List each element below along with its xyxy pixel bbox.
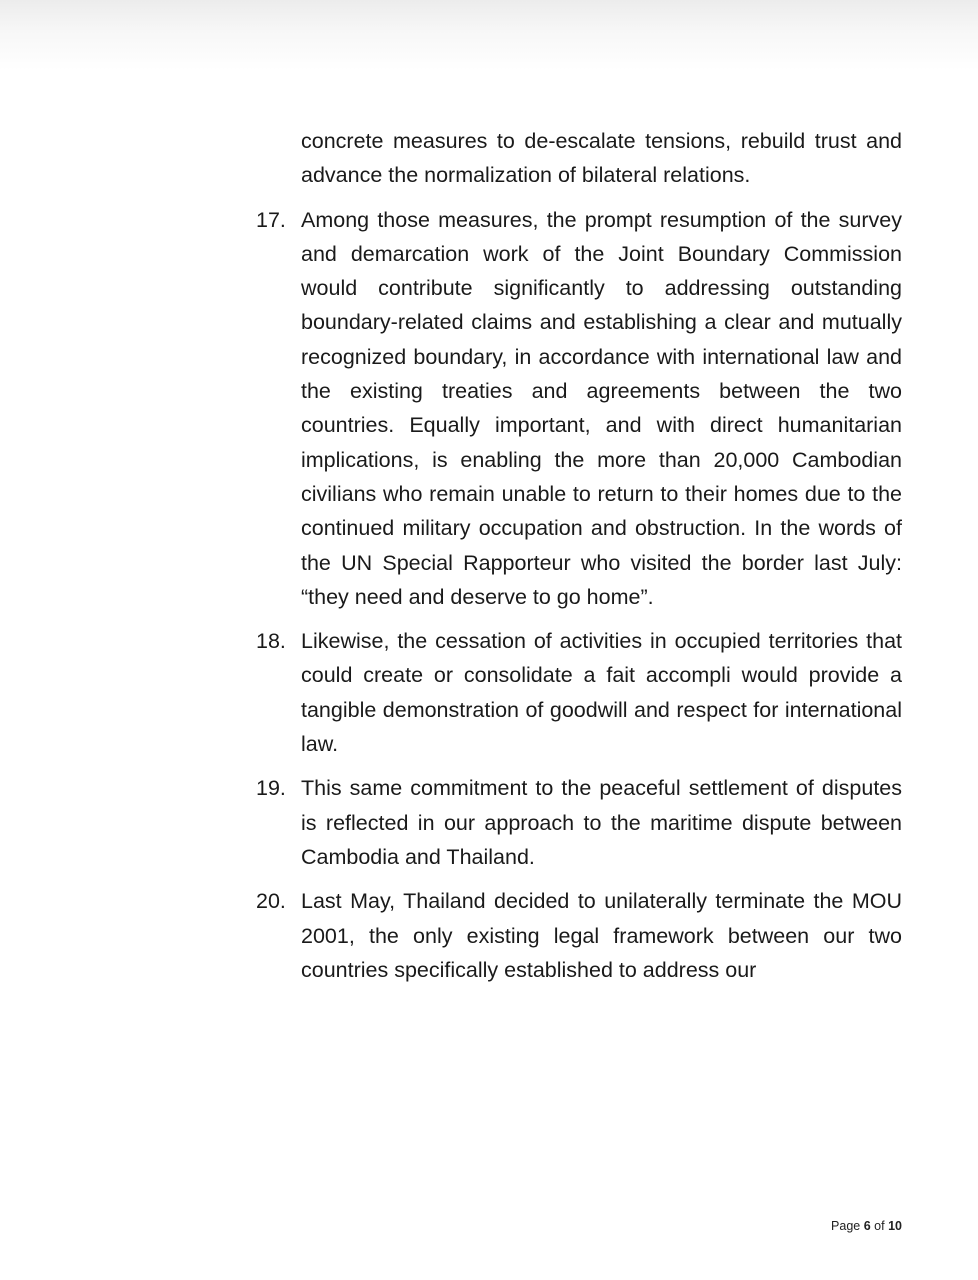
paragraph-number: 18. <box>256 629 286 654</box>
continuation-paragraph <box>256 124 902 193</box>
paragraph-17 <box>256 203 902 615</box>
page-number-footer <box>831 1219 902 1233</box>
paragraph-number: 20. <box>256 889 286 914</box>
paragraph-20 <box>256 884 902 987</box>
scan-shadow <box>0 0 978 70</box>
paragraph-number <box>256 124 301 193</box>
of-label: of <box>874 1219 885 1233</box>
paragraph-text: Likewise, the cessation of activities in occupied territories that could create or consolidate a fait accompli would provide a tangible demonstration of goodwill and respect for international law. <box>301 629 902 757</box>
total-pages: 10 <box>888 1219 902 1233</box>
paragraph-number: 19. <box>256 776 286 801</box>
paragraph-text: This same commitment to the peaceful settlement of disputes is reflected in our approach to the maritime dispute between Cambodia and Thailand. <box>301 776 902 869</box>
paragraph-text: Last May, Thailand decided to unilaterally terminate the MOU 2001, the only existing legal framework between our two countries specifically established to address our <box>301 889 902 982</box>
page-label: Page <box>831 1219 861 1233</box>
paragraph-18 <box>256 624 902 761</box>
paragraph-text: Among those measures, the prompt resumption of the survey and demarcation work of the Joint Boundary Commission would contribute significantly to addressing outstanding boundary-related claims and establishing a clear and mutually recognized boundary, in accordance with international law and the existing treaties and agreements between the two countries. Equally important, and with direct humanitarian implications, is enabling the more than 20,000 Cambodian civilians who remain unable to return to their homes due to the continued military occupation and obstruction. In the words of the UN Special Rapporteur who visited the border last July: “they need and deserve to go home”. <box>301 207 902 609</box>
current-page: 6 <box>863 1219 871 1233</box>
document-body <box>256 124 902 997</box>
paragraph-19 <box>256 771 902 874</box>
paragraph-text: concrete measures to de-escalate tensions, rebuild trust and advance the normalization of bilateral relations. <box>301 129 902 188</box>
paragraph-number: 17. <box>256 207 286 232</box>
